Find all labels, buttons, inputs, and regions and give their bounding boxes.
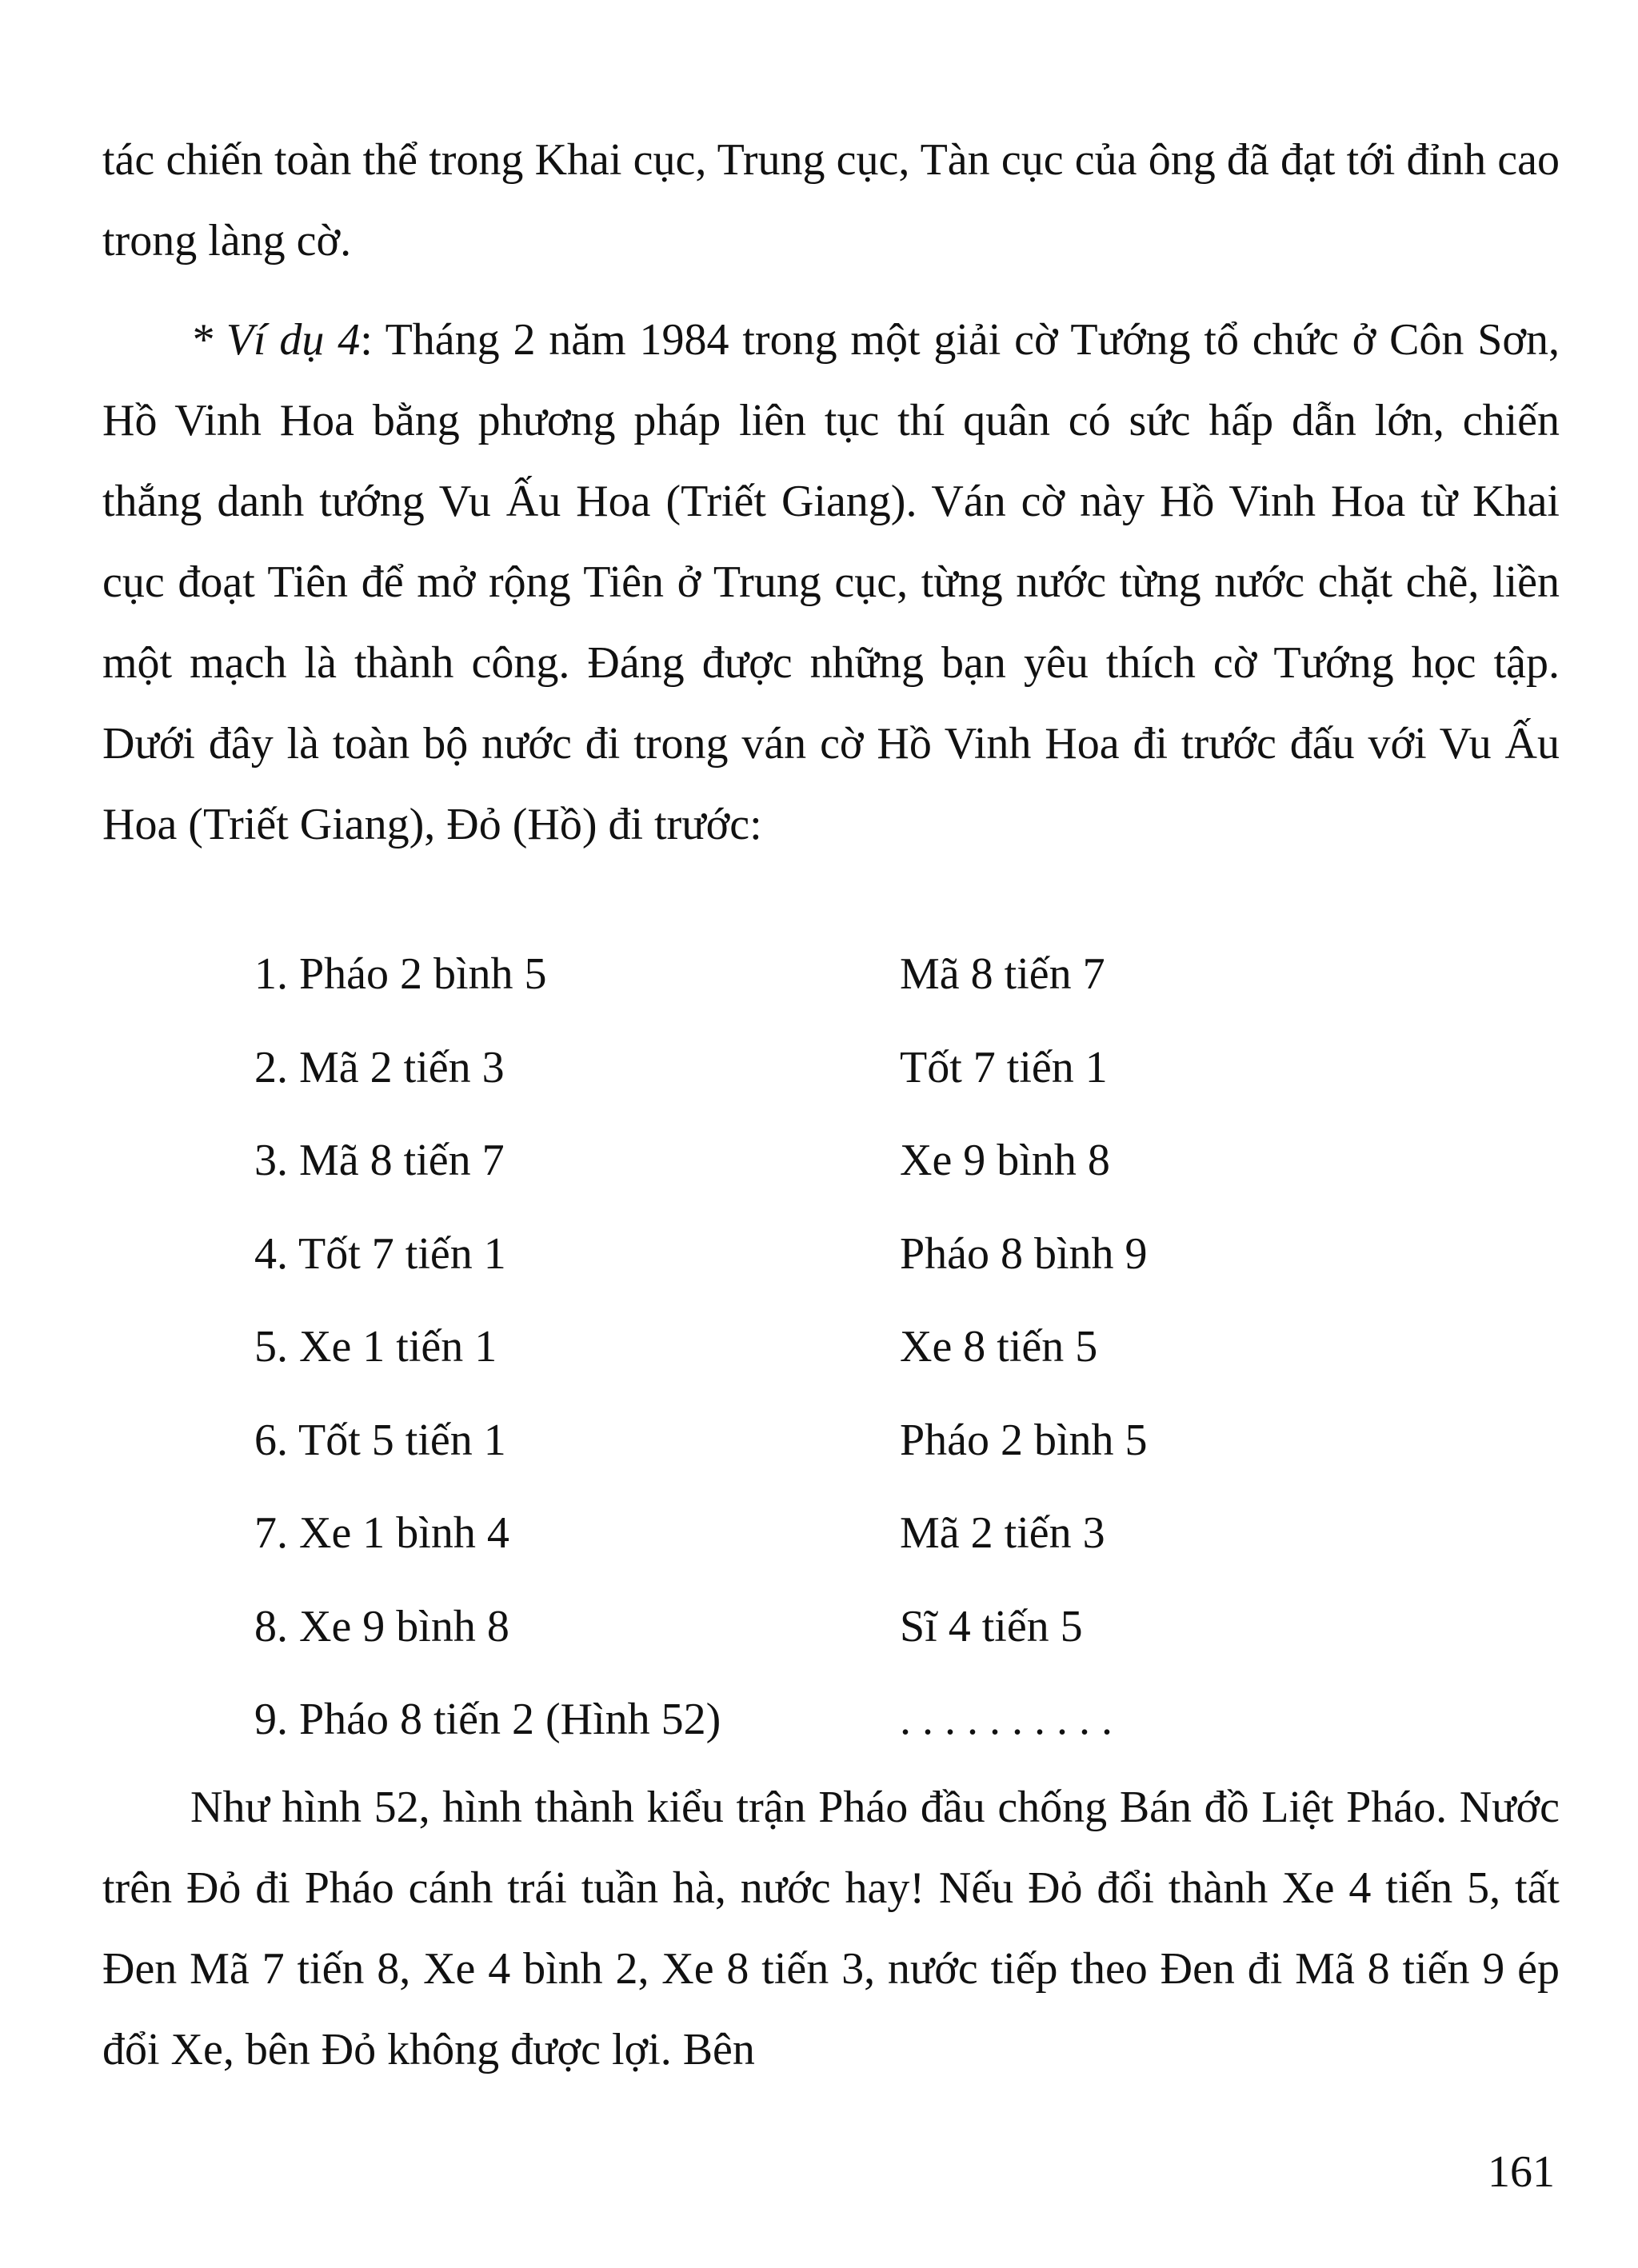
paragraph-2-text: [102, 300, 1560, 865]
move-black: Xe 9 bình 8: [900, 1136, 1110, 1185]
paragraph-1: [102, 120, 1560, 282]
move-row: [254, 1580, 1294, 1674]
example-label: * Ví dụ 4: [190, 315, 361, 365]
move-list: [254, 928, 1294, 1767]
move-black: Sĩ 4 tiến 5: [900, 1601, 1083, 1651]
move-black: Tốt 7 tiến 1: [900, 1042, 1108, 1092]
move-red: 4. Tốt 7 tiến 1: [254, 1228, 506, 1279]
paragraph-3-text: Như hình 52, hình thành kiểu trận Pháo đầu chống Bán đồ Liệt Pháo. Nước trên Đỏ đi Pháo cánh trái tuần hà, nước hay! Nếu Đỏ đổi thành Xe 4 tiến 5, tất Đen Mã 7 tiến 8, Xe 4 bình 2, Xe 8 tiến 3, nước tiếp theo Đen đi Mã 8 tiến 9 ép đổi Xe, bên Đỏ không được lợi. Bên: [102, 1783, 1560, 2074]
paragraph-2-body: : Tháng 2 năm 1984 trong một giải cờ Tướng tổ chức ở Côn Sơn, Hồ Vinh Hoa bằng phương pháp liên tục thí quân có sức hấp dẫn lớn, chiến thắng danh tướng Vu Ấu Hoa (Triết Giang). Ván cờ này Hồ Vinh Hoa từ Khai cục đoạt Tiên để mở rộng Tiên ở Trung cục, từng nước từng nước chặt chẽ, liền một mạch là thành công. Đáng được những bạn yêu thích cờ Tướng học tập. Dưới đây là toàn bộ nước đi trong ván cờ Hồ Vinh Hoa đi trước đấu với Vu Ấu Hoa (Triết Giang), Đỏ (Hồ) đi trước:: [102, 315, 1560, 849]
move-red: 8. Xe 9 bình 8: [254, 1601, 509, 1651]
paragraph-1-text: tác chiến toàn thể trong Khai cục, Trung cục, Tàn cục của ông đã đạt tới đỉnh cao trong làng cờ.: [102, 135, 1560, 266]
move-red: 3. Mã 8 tiến 7: [254, 1136, 505, 1185]
move-black: Mã 2 tiến 3: [900, 1508, 1105, 1558]
page-number: 161: [1488, 2147, 1555, 2197]
move-row: [254, 1114, 1294, 1208]
move-red: 6. Tốt 5 tiến 1: [254, 1415, 506, 1465]
move-row: [254, 928, 1294, 1021]
move-red: 1. Pháo 2 bình 5: [254, 949, 547, 999]
move-black: Mã 8 tiến 7: [900, 949, 1105, 999]
move-row: [254, 1394, 1294, 1487]
move-row: [254, 1208, 1294, 1301]
move-red: 5. Xe 1 tiến 1: [254, 1322, 497, 1372]
move-row: [254, 1021, 1294, 1115]
paragraph-3: [102, 1767, 1560, 2090]
move-black: . . . . . . . . . .: [900, 1695, 1113, 1744]
move-red: 2. Mã 2 tiến 3: [254, 1042, 505, 1092]
move-red: 7. Xe 1 bình 4: [254, 1508, 509, 1558]
move-row: [254, 1487, 1294, 1580]
move-row: [254, 1673, 1294, 1767]
move-row: [254, 1300, 1294, 1394]
move-black: Xe 8 tiến 5: [900, 1322, 1098, 1372]
move-black: Pháo 8 bình 9: [900, 1228, 1148, 1279]
paragraph-2: [102, 300, 1560, 865]
move-red: 9. Pháo 8 tiến 2 (Hình 52): [254, 1695, 721, 1744]
move-black: Pháo 2 bình 5: [900, 1415, 1148, 1465]
